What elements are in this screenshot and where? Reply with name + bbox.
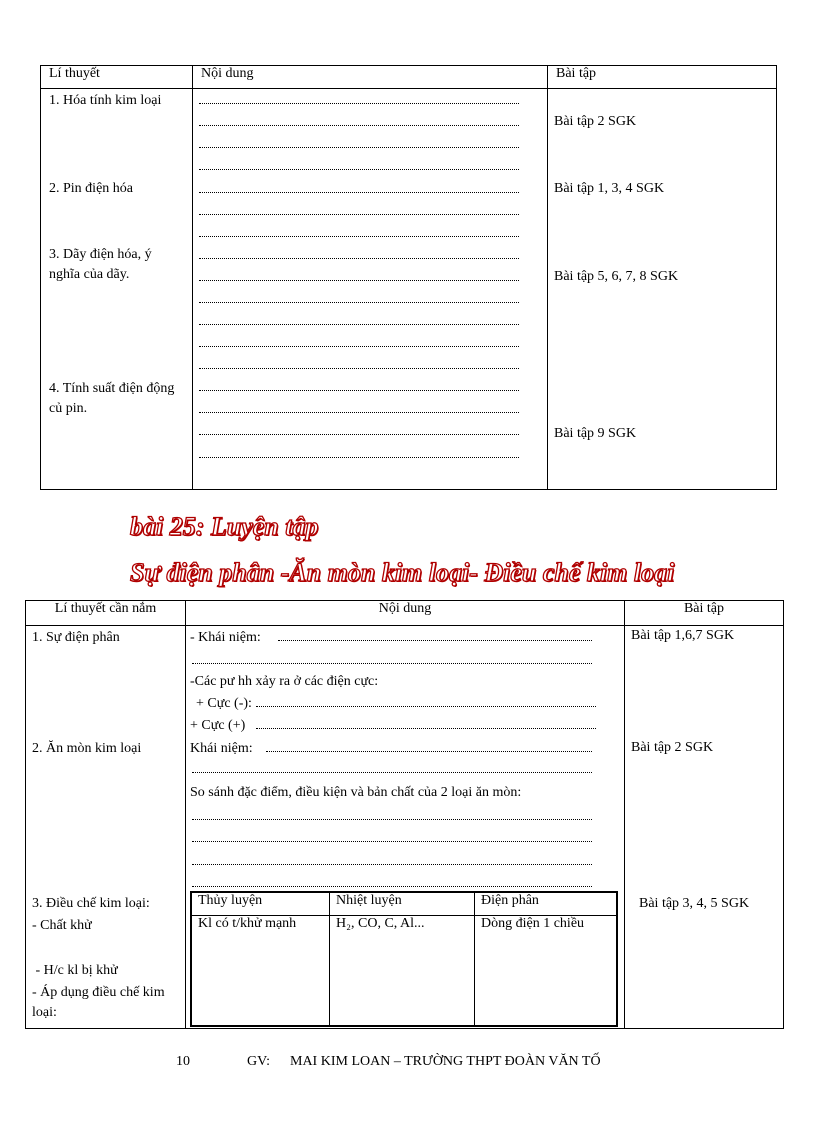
topic-3a: - Chất khử bbox=[32, 918, 92, 933]
topic-1: 1. Hóa tính kim loại bbox=[49, 93, 162, 108]
electro-reductant: Dòng điện 1 chiều bbox=[475, 916, 617, 1026]
topic-3: 3. Điều chế kim loại: bbox=[32, 896, 150, 911]
exercise-2: Bài tập 1, 3, 4 SGK bbox=[554, 181, 665, 196]
exercise-1: Bài tập 1,6,7 SGK bbox=[631, 628, 735, 643]
dotted-line[interactable] bbox=[192, 841, 592, 842]
dotted-line[interactable] bbox=[199, 192, 519, 193]
exercise-1: Bài tập 2 SGK bbox=[554, 114, 637, 129]
dotted-line[interactable] bbox=[278, 640, 592, 641]
dotted-line[interactable] bbox=[256, 706, 596, 707]
theory-column bbox=[26, 626, 186, 1029]
dotted-line[interactable] bbox=[199, 434, 519, 435]
header-theory: Lí thuyết bbox=[41, 66, 193, 89]
dotted-line[interactable] bbox=[199, 280, 519, 281]
review-table-1 bbox=[40, 65, 777, 490]
topic-3c: - Áp dụng điều chế kim loại: bbox=[32, 985, 165, 1020]
topic-3b: - H/c kl bị khử bbox=[32, 963, 118, 978]
definition-1: - Khái niệm: bbox=[190, 630, 261, 645]
dotted-line[interactable] bbox=[256, 728, 596, 729]
dotted-line[interactable] bbox=[199, 302, 519, 303]
topic-2: 2. Ăn mòn kim loại bbox=[32, 741, 142, 756]
compare-prompt: So sánh đặc điểm, điều kiện và bản chất của 2 loại ăn mòn: bbox=[190, 785, 522, 800]
exercise-4: Bài tập 9 SGK bbox=[554, 426, 637, 441]
lesson-subtitle: Sự điện phân -Ăn mòn kim loại- Điều chế kim loại bbox=[130, 558, 675, 587]
definition-2: Khái niệm: bbox=[190, 741, 253, 756]
dotted-line[interactable] bbox=[199, 346, 519, 347]
cathode: + Cực (-): bbox=[196, 696, 252, 711]
dotted-line[interactable] bbox=[199, 390, 519, 391]
dotted-line[interactable] bbox=[192, 864, 592, 865]
dotted-line[interactable] bbox=[199, 368, 519, 369]
author-school: MAI KIM LOAN – TRƯỜNG THPT ĐOÀN VĂN TỐ bbox=[290, 1054, 601, 1069]
header-exercise: Bài tập bbox=[548, 66, 777, 89]
dotted-line[interactable] bbox=[192, 886, 592, 887]
topic-3: 3. Dãy điện hóa, ý nghĩa của dãy. bbox=[49, 247, 152, 282]
method-pyrometallurgy: Nhiệt luyện bbox=[330, 893, 475, 916]
dotted-line[interactable] bbox=[199, 214, 519, 215]
exercise-3: Bài tập 3, 4, 5 SGK bbox=[639, 896, 750, 911]
dotted-line[interactable] bbox=[199, 147, 519, 148]
anode: + Cực (+) bbox=[190, 718, 246, 733]
hydro-reductant: Kl có t/khử mạnh bbox=[192, 916, 330, 1026]
topic-4: 4. Tính suất điện động củ pin. bbox=[49, 381, 175, 416]
dotted-line[interactable] bbox=[199, 103, 519, 104]
header-theory: Lí thuyết cần nắm bbox=[26, 601, 186, 626]
page-number: 10 bbox=[176, 1054, 190, 1069]
dotted-line[interactable] bbox=[199, 125, 519, 126]
header-content: Nội dung bbox=[186, 601, 625, 626]
methods-table bbox=[190, 891, 618, 1027]
header-exercise: Bài tập bbox=[625, 601, 784, 626]
exercise-3: Bài tập 5, 6, 7, 8 SGK bbox=[554, 269, 679, 284]
dotted-line[interactable] bbox=[199, 324, 519, 325]
exercise-column bbox=[625, 626, 784, 1029]
dotted-line[interactable] bbox=[192, 819, 592, 820]
exercise-2: Bài tập 2 SGK bbox=[631, 740, 714, 755]
pyro-reductant: H₂, CO, C, Al... bbox=[330, 916, 475, 1026]
dotted-line[interactable] bbox=[266, 751, 592, 752]
teacher-label: GV: bbox=[247, 1054, 271, 1069]
dotted-line[interactable] bbox=[192, 663, 592, 664]
theory-column bbox=[41, 89, 193, 490]
dotted-line[interactable] bbox=[199, 258, 519, 259]
dotted-line[interactable] bbox=[192, 772, 592, 773]
topic-1: 1. Sự điện phân bbox=[32, 630, 120, 645]
content-column bbox=[193, 89, 548, 490]
lesson-title: bài 25: Luyện tập bbox=[130, 512, 319, 541]
method-hydrometallurgy: Thủy luyện bbox=[192, 893, 330, 916]
dotted-line[interactable] bbox=[199, 169, 519, 170]
electrode-reactions: -Các pư hh xảy ra ở các điện cực: bbox=[190, 674, 379, 689]
dotted-line[interactable] bbox=[199, 236, 519, 237]
method-electrolysis: Điện phân bbox=[475, 893, 617, 916]
exercise-column bbox=[548, 89, 777, 490]
topic-2: 2. Pin điện hóa bbox=[49, 181, 133, 196]
header-content: Nội dung bbox=[193, 66, 548, 89]
dotted-line[interactable] bbox=[199, 457, 519, 458]
dotted-line[interactable] bbox=[199, 412, 519, 413]
